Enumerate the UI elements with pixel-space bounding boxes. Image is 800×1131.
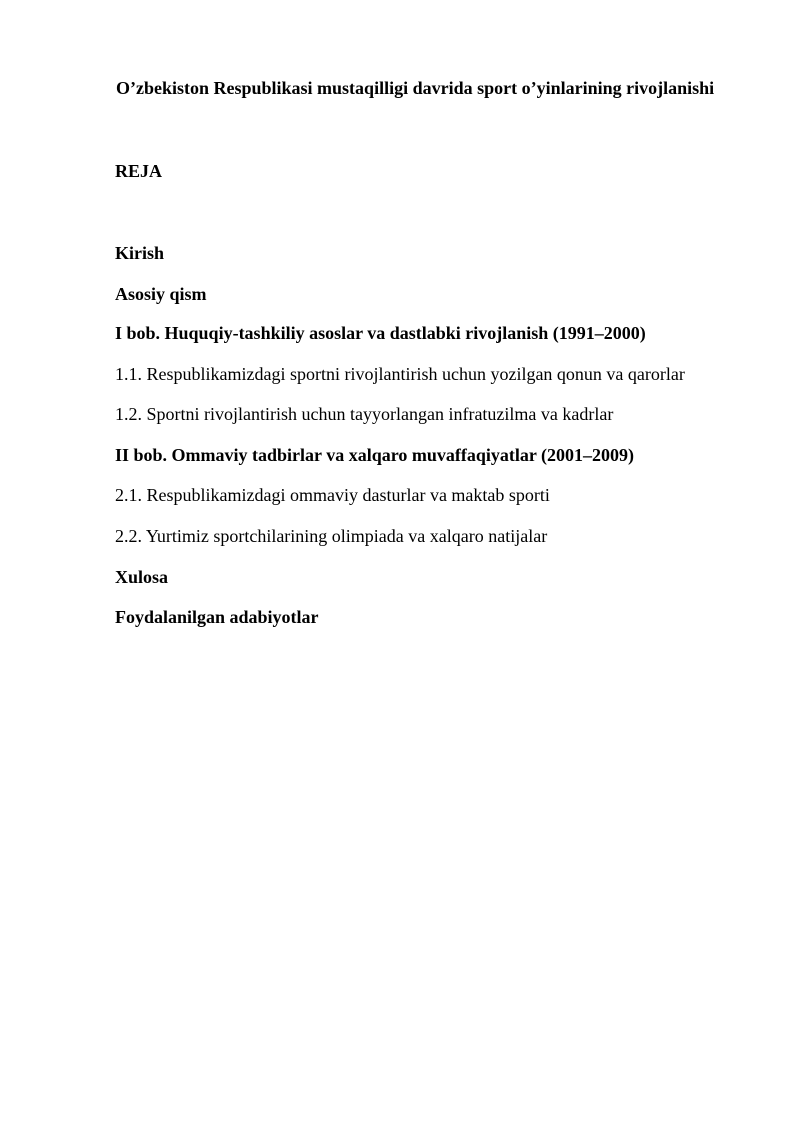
section-1-2: 1.2. Sportni rivojlantirish uchun tayyorlangan infratuzilma va kadrlar [115, 404, 614, 424]
plan-item-conclusion: Xulosa [115, 567, 169, 587]
section-1-1: 1.1. Respublikamizdagi sportni rivojlantirish uchun yozilgan qonun va qarorlar [115, 364, 685, 384]
plan-item-intro: Kirish [115, 243, 165, 263]
section-2-2: 2.2. Yurtimiz sportchilarining olimpiada va xalqaro natijalar [115, 526, 548, 546]
plan-heading: REJA [115, 161, 163, 181]
chapter-1-title: I bob. Huquqiy-tashkiliy asoslar va dastlabki rivojlanish (1991–2000) [115, 323, 646, 343]
section-2-1: 2.1. Respublikamizdagi ommaviy dasturlar va maktab sporti [115, 485, 550, 505]
plan-item-main-part: Asosiy qism [115, 284, 207, 304]
chapter-2-title: II bob. Ommaviy tadbirlar va xalqaro muvaffaqiyatlar (2001–2009) [115, 445, 635, 465]
document-title: O’zbekiston Respublikasi mustaqilligi davrida sport o’yinlarining rivojlanishi [116, 78, 715, 98]
plan-item-references: Foydalanilgan adabiyotlar [115, 607, 319, 627]
